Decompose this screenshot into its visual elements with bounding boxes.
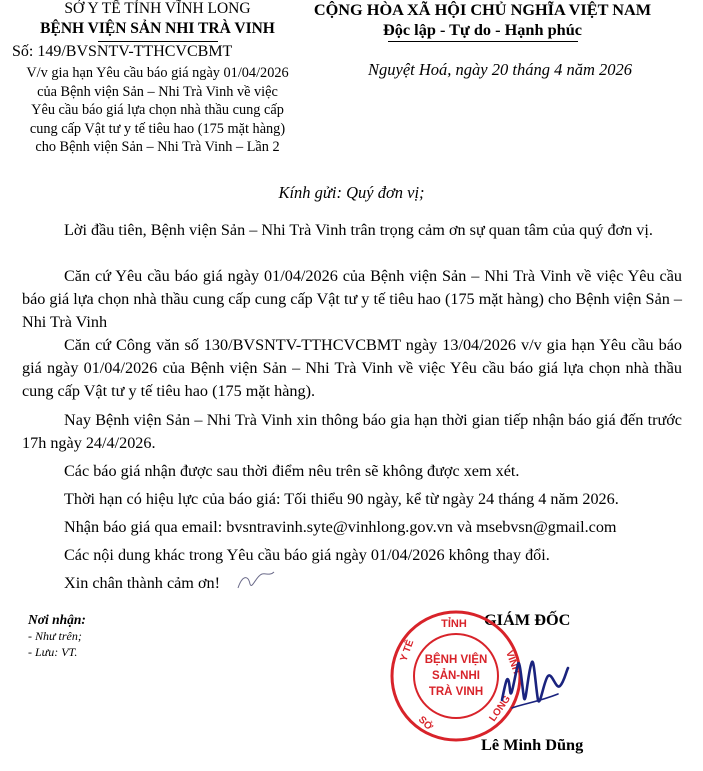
- recipient-item: - Như trên;: [28, 629, 82, 643]
- recipient-item: - Lưu: VT.: [28, 645, 78, 659]
- date-suffix: tháng 4 năm 2026: [508, 60, 632, 79]
- seal-ring-left: Y TẾ: [398, 638, 417, 664]
- closing-thanks: Xin chân thành cảm ơn!: [64, 574, 220, 592]
- document-subject: [10, 64, 305, 157]
- recipients-title: Nơi nhận:: [28, 612, 86, 627]
- ministry-name: SỞ Y TẾ TỈNH VĨNH LONG: [64, 0, 251, 17]
- email-line: Nhận báo giá qua email: bvsntravinh.syte@vinhlong.gov.vn và msebvsn@gmail.com: [64, 518, 617, 536]
- subject-line: cung cấp Vật tư y tế tiêu hao (175 mặt hàng): [29, 120, 286, 137]
- date-prefix: Nguyệt Hoá, ngày: [368, 60, 492, 79]
- seal-center-line: TRÀ VINH: [428, 686, 484, 698]
- hospital-underline: [98, 41, 218, 42]
- subject-line: Yêu cầu báo giá lựa chọn nhà thầu cung cấp: [31, 102, 284, 118]
- subject-line: cho Bệnh viện Sản – Nhi Trà Vinh – Lần 2: [35, 139, 280, 155]
- body-paragraph: Nay Bệnh viện Sản – Nhi Trà Vinh xin thông báo gia hạn thời gian tiếp nhận báo giá đến trước 17h ngày 24/4/2026.: [22, 411, 682, 452]
- seal-ring-bottom-left: SỞ: [415, 714, 435, 733]
- hospital-name: BỆNH VIỆN SẢN NHI TRÀ VINH: [40, 20, 275, 37]
- body-line: Các báo giá nhận được sau thời điểm nêu trên sẽ không được xem xét.: [64, 462, 520, 480]
- seal-ring-right: VINH: [503, 649, 522, 676]
- seal-center-line: SẢN-NHI: [432, 670, 480, 682]
- seal-center-line: BỆNH VIỆN: [424, 654, 488, 666]
- signer-position: GIÁM ĐỐC: [484, 610, 571, 629]
- signer-name: Lê Minh Dũng: [481, 735, 584, 754]
- document-number: Số: 149/BVSNTV-TTHCVCBMT: [12, 43, 233, 60]
- subject-line: V/v gia hạn Yêu cầu báo giá ngày 01/04/2026: [26, 65, 289, 81]
- body-line: Các nội dung khác trong Yêu cầu báo giá ngày 01/04/2026 không thay đổi.: [64, 546, 550, 564]
- seal-ring-bottom-right: LONG: [487, 693, 514, 724]
- document-date: [368, 60, 632, 80]
- motto-underline: [388, 41, 578, 42]
- seal-ring-top: TỈNH: [441, 618, 467, 630]
- body-paragraph: Căn cứ Yêu cầu báo giá ngày 01/04/2026 của Bệnh viện Sản – Nhi Trà Vinh về việc Yêu cầu báo giá lựa chọn nhà thầu cung cấp cung cấp Vật tư y tế tiêu hao (175 mặt hàng) cho Bệnh viện Sản – Nhi Trà Vinh: [22, 267, 682, 331]
- initial-scribble: [236, 566, 276, 594]
- salutation: Kính gửi: Quý đơn vị;: [278, 183, 425, 202]
- subject-line: của Bệnh viện Sản – Nhi Trà Vinh về việc: [37, 83, 278, 100]
- body-line: Thời hạn có hiệu lực của báo giá: Tối thiểu 90 ngày, kể từ ngày 24 tháng 4 năm 2026.: [64, 490, 619, 508]
- director-signature: [498, 650, 570, 716]
- nation-title: CỘNG HÒA XÃ HỘI CHỦ NGHĨA VIỆT NAM: [313, 0, 652, 19]
- date-day: 20: [491, 60, 509, 79]
- body-paragraph: Căn cứ Công văn số 130/BVSNTV-TTHCVCBMT ngày 13/04/2026 v/v gia hạn Yêu cầu báo giá ngày 01/04/2026 của Bệnh viện Sản – Nhi Trà Vinh về việc Yêu cầu báo giá lựa chọn nhà thầu cung cấp Vật tư y tế tiêu hao (175 mặt hàng).: [22, 336, 682, 400]
- body-paragraph: Lời đầu tiên, Bệnh viện Sản – Nhi Trà Vinh trân trọng cảm ơn sự quan tâm của quý đơn vị.: [64, 221, 653, 239]
- national-motto: Độc lập - Tự do - Hạnh phúc: [382, 20, 583, 39]
